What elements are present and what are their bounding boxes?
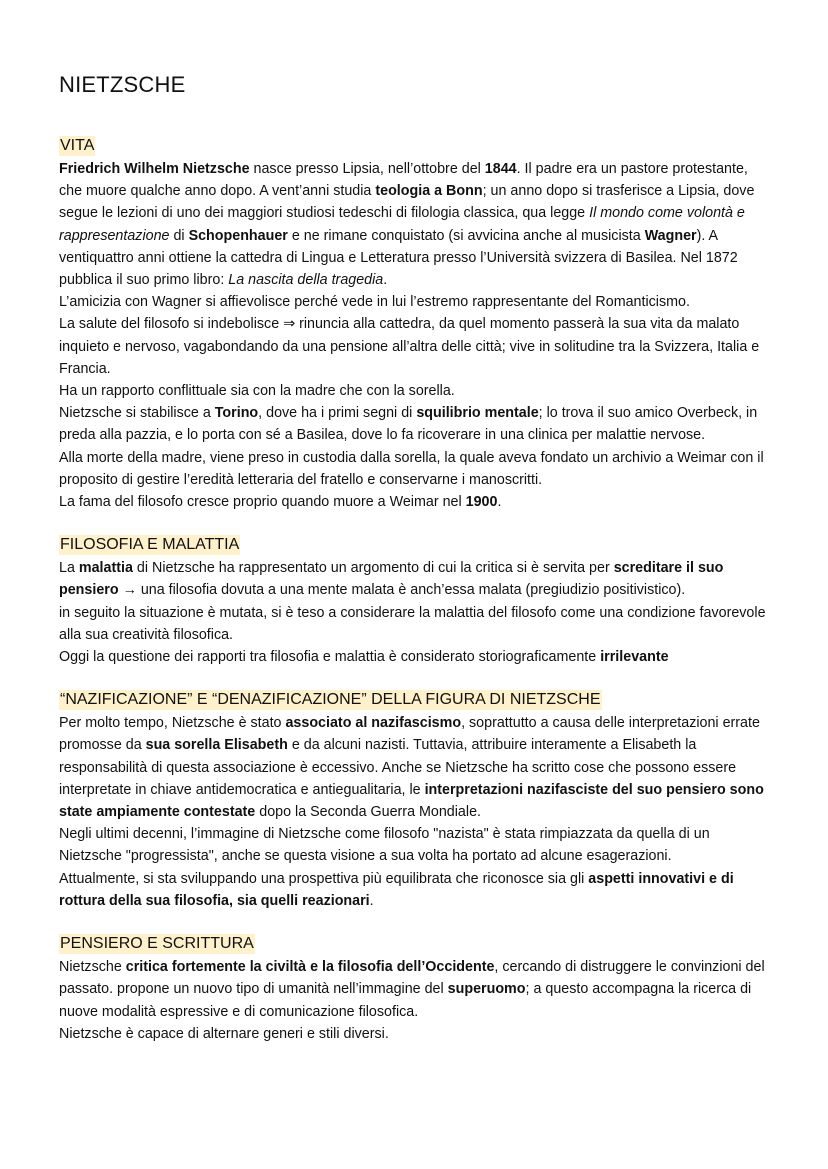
bold-text: aspetti innovativi e di rottura della sua filosofia, sia quelli reazionari (59, 870, 734, 909)
text-run: dopo la Seconda Guerra Mondiale. (255, 804, 481, 821)
text-run: Attualmente, si sta sviluppando una prospettiva più equilibrata che riconosce sia gli (59, 870, 589, 887)
text-run: La salute del filosofo si indebolisce ⇒ rinuncia alla cattedra, da quel momento passerà la sua vita da malato inquieto e nervoso, vagabondando da una pensione all’altra delle città; vive in solitudine tra la Svizzera, Italia e Francia. (59, 316, 760, 377)
text-run: → una filosofia dovuta a una mente malata è anch’essa malata (pregiudizio positivistico). (118, 582, 686, 599)
text-run: Nietzsche si stabilisce a (59, 405, 215, 422)
text-run: . (383, 272, 388, 289)
document-page (59, 70, 771, 1067)
text-run: Ha un rapporto conflittuale sia con la madre che con la sorella. (59, 383, 455, 400)
text-run: . (369, 892, 374, 909)
text-run: ; lo trova il suo amico Overbeck, in preda alla pazzia, e lo porta con sé a Basilea, dove lo fa ricoverare in una clinica per malattie nervose. (59, 405, 758, 444)
bold-text: interpretazioni nazifasciste del suo pensiero sono state ampiamente contestate (59, 781, 764, 821)
text-run: Alla morte della madre, viene preso in custodia dalla sorella, la quale aveva fondato un archivio a Weimar con il proposito di gestire l’eredità letteraria del fratello e conservarne i manoscritti. (59, 449, 764, 488)
paragraph (59, 313, 771, 380)
paragraph (59, 380, 771, 402)
paragraph (59, 447, 771, 491)
bold-text: irrilevante (600, 649, 669, 666)
bold-text: malattia (78, 560, 133, 577)
bold-text: associato al nazifascismo (285, 715, 462, 732)
section-heading: PENSIERO E SCRITTURA (60, 935, 254, 953)
text-run: , dove ha i primi segni di (258, 405, 417, 422)
paragraph (59, 402, 771, 446)
section-heading: FILOSOFIA E MALATTIA (60, 536, 240, 554)
italic-text: Il mondo come volontà e rappresentazione (59, 205, 745, 244)
section-1 (59, 535, 771, 668)
paragraph (59, 557, 771, 601)
italic-text: La nascita della tragedia (228, 272, 384, 289)
text-run: in seguito la situazione è mutata, si è teso a considerare la malattia del filosofo come una condizione favorevole alla sua creatività filosofica. (59, 604, 766, 643)
paragraph (59, 158, 771, 291)
paragraph (59, 646, 771, 668)
bold-text: Wagner (644, 227, 697, 244)
bold-text: 1844 (484, 161, 517, 177)
text-run: di (169, 227, 189, 244)
text-run: , cercando di distruggere le convinzioni del passato. propone un nuovo tipo di umanità nell’immagine del (59, 959, 765, 998)
bold-text: Friedrich Wilhelm Nietzsche (59, 161, 250, 177)
text-run: . (497, 494, 502, 511)
text-run: ; a questo accompagna la ricerca di nuove modalità espressive e di comunicazione filosofica. (59, 981, 752, 1020)
paragraph (59, 491, 771, 513)
text-run: ). A ventiquattro anni ottiene la cattedra di Lingua e Letteratura presso l’Università svizzera di Basilea. Nel 1872 pubblica il suo primo libro: (59, 227, 738, 289)
paragraph (59, 868, 771, 912)
bold-text: critica fortemente la civiltà e la filosofia dell’Occidente (125, 959, 495, 976)
paragraph (59, 823, 771, 867)
bold-text: superuomo (447, 981, 526, 998)
text-run: ; un anno dopo si trasferisce a Lipsia, dove segue le lezioni di uno dei maggiori studiosi tedeschi di filologia classica, qua legge (59, 183, 755, 222)
bold-text: squilibrio mentale (416, 405, 539, 422)
section-2 (59, 690, 771, 912)
paragraph (59, 602, 771, 646)
text-run: La fama del filosofo cresce proprio quando muore a Weimar nel (59, 494, 466, 511)
text-run: L’amicizia con Wagner si affievolisce perché vede in lui l’estremo rappresentante del Romanticismo. (59, 294, 690, 311)
bold-text: 1900 (465, 494, 498, 511)
bold-text: Torino (214, 405, 259, 422)
text-run: Negli ultimi decenni, l’immagine di Nietzsche come filosofo "nazista" è stata rimpiazzata da quella di un Nietzsche "progressista", anche se questa visione a sua volta ha portato ad alcune esagerazioni. (59, 826, 710, 865)
document-title: NIETZSCHE (59, 72, 186, 97)
text-run: La (59, 560, 79, 577)
bold-text: screditare il suo pensiero (59, 560, 724, 599)
paragraph (59, 956, 771, 1023)
paragraph (59, 291, 771, 313)
text-run: nasce presso Lipsia, nell’ottobre del (249, 161, 485, 177)
text-run: , soprattutto a causa delle interpretazioni errate promosse da (59, 715, 760, 754)
section-heading: VITA (60, 137, 95, 154)
text-run: Oggi la questione dei rapporti tra filosofia e malattia è considerato storiograficamente (59, 649, 601, 666)
section-heading: “NAZIFICAZIONE” E “DENAZIFICAZIONE” DELLA FIGURA DI NIETZSCHE (60, 691, 601, 709)
paragraph (59, 712, 771, 823)
text-run: e ne rimane conquistato (si avvicina anche al musicista (287, 227, 645, 244)
text-run: . Il padre era un pastore protestante, che muore qualche anno dopo. A vent’anni studia (59, 161, 748, 200)
section-0 (59, 136, 771, 513)
text-run: Nietzsche è capace di alternare generi e stili diversi. (59, 1025, 389, 1042)
bold-text: sua sorella Elisabeth (145, 737, 288, 754)
text-run: di Nietzsche ha rappresentato un argomento di cui la critica si è servita per (132, 560, 614, 577)
text-run: e da alcuni nazisti. Tuttavia, attribuire interamente a Elisabeth la responsabilità di questa associazione è eccessivo. Anche se Nietzsche ha scritto cose che possono essere interpretate in chiave antidemocratica e antiegualitaria, le (59, 737, 737, 798)
bold-text: teologia a Bonn (375, 183, 483, 200)
document-body (59, 136, 771, 1045)
text-run: Nietzsche (59, 959, 126, 976)
section-3 (59, 934, 771, 1045)
bold-text: Schopenhauer (188, 227, 288, 244)
text-run: Per molto tempo, Nietzsche è stato (59, 715, 286, 732)
paragraph (59, 1023, 771, 1045)
